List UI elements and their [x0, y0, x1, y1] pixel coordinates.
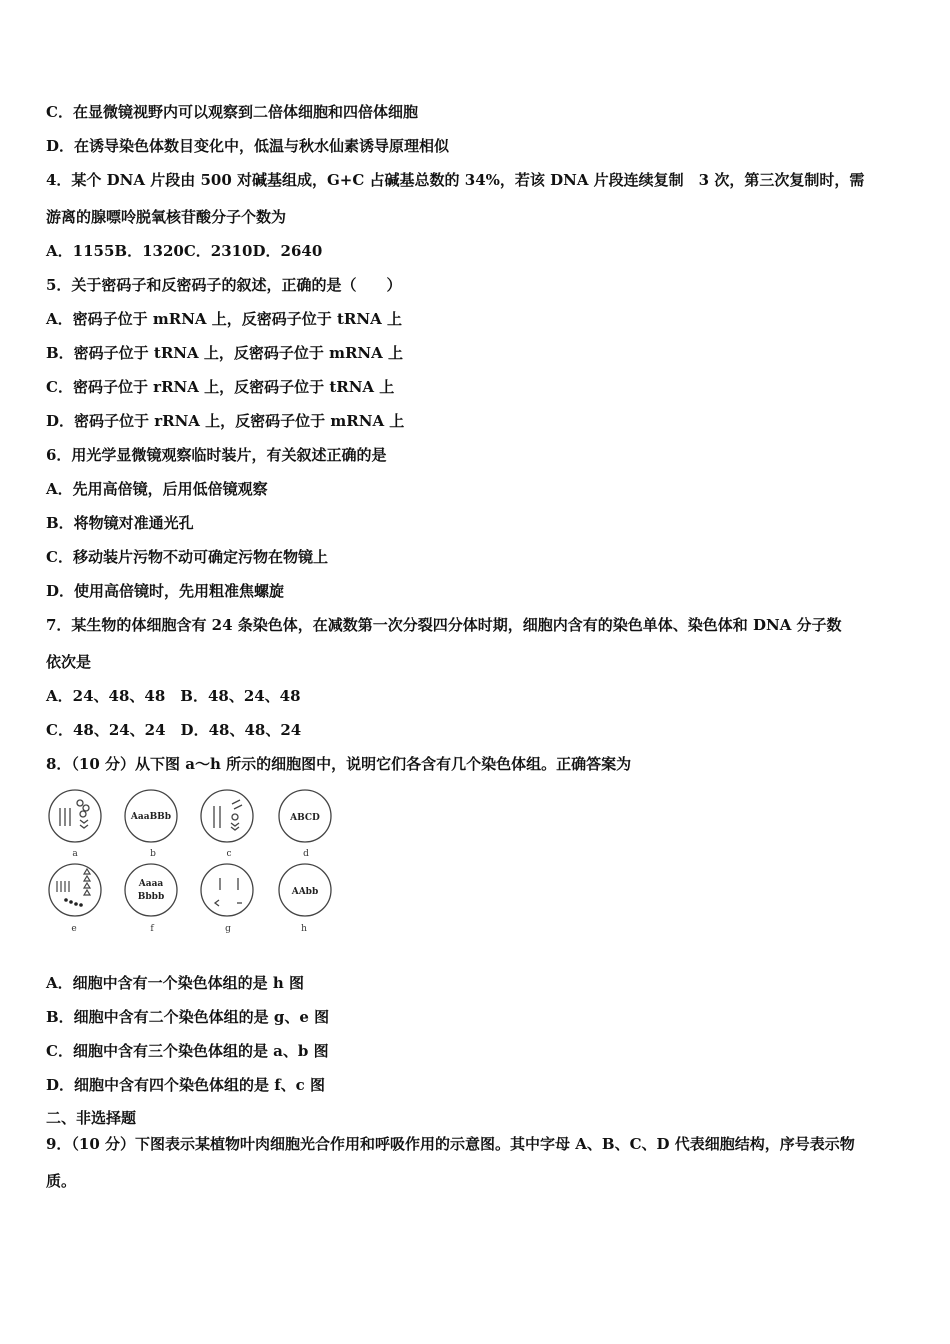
q9-stem: 9．（10 分）下图表示某植物叶肉细胞光合作用和呼吸作用的示意图。其中字母 A、B、C、D 代表细胞结构，序号表示物	[46, 1135, 855, 1153]
cell-label-e: e	[71, 924, 77, 934]
cell-figure	[44, 786, 344, 938]
q8-option-b: B．细胞中含有二个染色体组的是 g、e 图	[46, 1008, 330, 1026]
q7-options-cd: C．48、24、24 D．48、48、24	[46, 721, 302, 739]
cell-label-c: c	[226, 849, 232, 859]
q8-option-a: A．细胞中含有一个染色体组的是 h 图	[46, 974, 304, 992]
q6-option-d: D．使用高倍镜时，先用粗准焦螺旋	[46, 582, 285, 600]
q4-stem-continued: 游离的腺嘌呤脱氧核苷酸分子个数为	[46, 208, 287, 226]
q3-option-c: C．在显微镜视野内可以观察到二倍体细胞和四倍体细胞	[46, 103, 418, 121]
q7-stem-continued: 依次是	[46, 653, 92, 671]
q6-option-b: B．将物镜对准通光孔	[46, 514, 194, 532]
cell-e-dots	[64, 898, 83, 907]
q5-option-c: C．密码子位于 rRNA 上，反密码子位于 tRNA 上	[46, 378, 395, 396]
q4-options: A．1155B．1320C．2310D．2640	[46, 242, 323, 260]
q8-option-c: C．细胞中含有三个染色体组的是 a、b 图	[46, 1042, 329, 1060]
cell-label-f: f	[150, 924, 154, 934]
cell-c	[201, 790, 253, 842]
cell-label-a: a	[72, 849, 78, 859]
cell-label-b: b	[150, 849, 156, 859]
cell-a-chromosomes	[60, 800, 89, 828]
cell-label-d: d	[303, 849, 309, 859]
q5-option-d: D．密码子位于 rRNA 上，反密码子位于 mRNA 上	[46, 412, 405, 430]
cell-f-genotype-line1: Aaaa	[138, 879, 164, 889]
cell-label-g: g	[225, 924, 231, 934]
cell-b-genotype: AaaBBb	[130, 812, 172, 822]
cell-f	[125, 864, 177, 916]
cell-label-h: h	[301, 924, 307, 934]
q8-option-d: D．细胞中含有四个染色体组的是 f、c 图	[46, 1076, 326, 1094]
cell-e-chromosomes	[57, 869, 90, 895]
q6-option-a: A．先用高倍镜，后用低倍镜观察	[46, 480, 268, 498]
q3-option-d: D．在诱导染色体数目变化中，低温与秋水仙素诱导原理相似	[46, 137, 450, 155]
q7-stem: 7．某生物的体细胞含有 24 条染色体，在减数第一次分裂四分体时期，细胞内含有的染色单体、染色体和 DNA 分子数	[46, 616, 842, 634]
cell-c-chromosomes	[214, 800, 242, 830]
section-heading: 二、非选择题	[46, 1109, 137, 1127]
cell-g	[201, 864, 253, 916]
cell-g-chromosomes	[215, 878, 242, 906]
q5-option-b: B．密码子位于 tRNA 上，反密码子位于 mRNA 上	[46, 344, 403, 362]
q4-stem: 4．某个 DNA 片段由 500 对碱基组成，G+C 占碱基总数的 34%，若该 DNA 片段连续复制 3 次，第三次复制时，需	[46, 171, 865, 189]
q6-stem: 6．用光学显微镜观察临时装片，有关叙述正确的是	[46, 446, 387, 464]
cell-a	[49, 790, 101, 842]
q9-stem-continued: 质。	[46, 1172, 77, 1190]
cell-h-genotype: AAbb	[291, 887, 319, 897]
cell-d-genotype: ABCD	[290, 813, 320, 823]
q6-option-c: C．移动装片污物不动可确定污物在物镜上	[46, 548, 328, 566]
q5-stem: 5．关于密码子和反密码子的叙述，正确的是（ ）	[46, 276, 402, 294]
q5-option-a: A．密码子位于 mRNA 上，反密码子位于 tRNA 上	[46, 310, 402, 328]
q8-stem: 8．（10 分）从下图 a～h 所示的细胞图中，说明它们各含有几个染色体组。正确答案为	[46, 755, 632, 773]
q7-options-ab: A．24、48、48 B．48、24、48	[46, 687, 301, 705]
cell-f-genotype-line2: Bbbb	[137, 892, 165, 902]
